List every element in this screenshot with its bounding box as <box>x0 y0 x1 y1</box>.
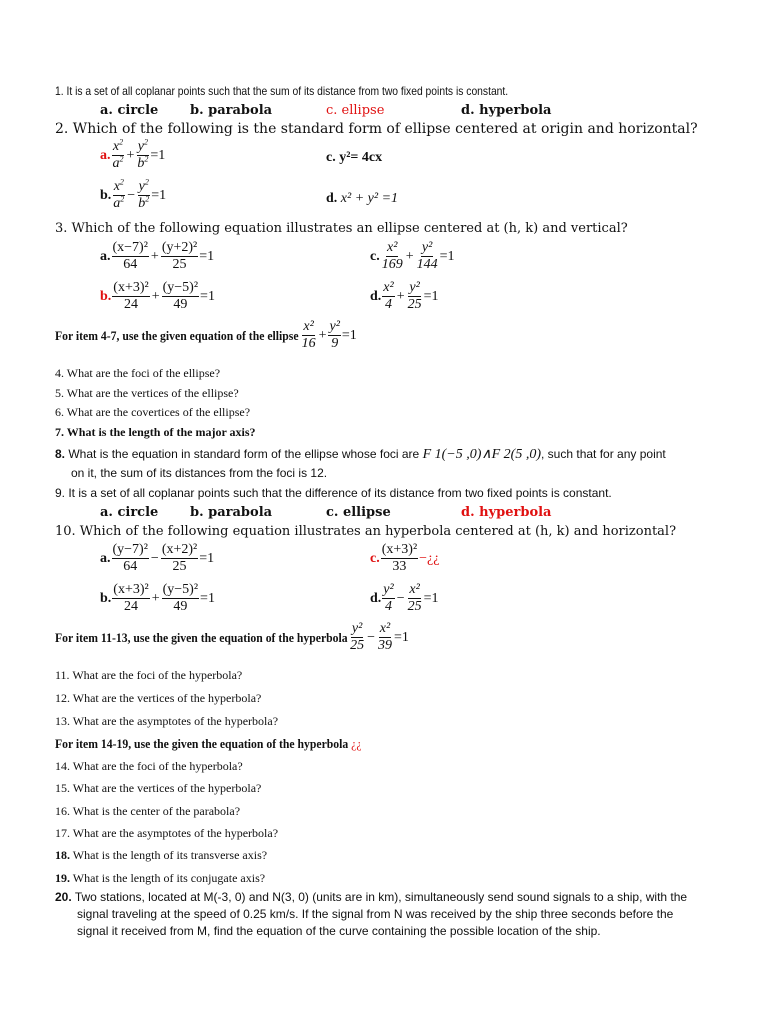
q3-a-rhs: =1 <box>199 248 215 264</box>
q3-b-den2: 49 <box>173 296 188 312</box>
q10-c-label: c. <box>370 550 380 566</box>
item-4-7-den1: 16 <box>301 335 316 351</box>
q3-option-b: b. $\frac{\text{(x+3)²}}{24}$ + $\frac{\text{(y−5)²}}{49}$ =1 <box>100 280 215 312</box>
q10-option-a: a. $\frac{\text{(y−7)²}}{64}$ − $\frac{\text{(x+2)²}}{25}$ =1 <box>100 542 215 574</box>
q2-a-rhs: =1 <box>150 147 166 163</box>
question-7: 7. What is the length of the major axis? <box>55 425 256 439</box>
question-15: 15. What are the vertices of the hyperbola? <box>55 781 262 795</box>
q2-b-label: b. <box>100 187 112 203</box>
q3-a-label: a. <box>100 248 111 264</box>
q3-c-den1: 169 <box>381 256 403 272</box>
item-4-7-den2: 9 <box>331 335 339 351</box>
question-6: 6. What are the covertices of the ellipse? <box>55 405 251 419</box>
q10-option-b: b. $\frac{\text{(x+3)²}}{24}$ + $\frac{\text{(y−5)²}}{49}$ =1 <box>100 582 215 614</box>
item-4-7-num2: y² <box>329 319 340 334</box>
q19-text: What is the length of its conjugate axis? <box>72 871 266 885</box>
q10-a-label: a. <box>100 550 111 566</box>
item-11-13-num2: x² <box>379 621 391 636</box>
item-11-13-rhs: =1 <box>394 629 409 645</box>
question-3: 3. Which of the following equation illustrates an ellipse centered at (h, k) and vertical? <box>55 221 628 236</box>
q2-option-b: b. $\frac{x^2}{a^2}$ − $\frac{y^2}{b^2}$ =1 <box>100 177 167 211</box>
q8-math: F 1(−5 ,0)∧F 2(5 ,0) <box>422 447 542 462</box>
question-18 <box>55 848 267 863</box>
q10-option-d: d. $\frac{\text{y²}}{4}$ − $\frac{\text{x²}}{25}$ =1 <box>370 582 439 614</box>
q3-option-d: d. $\frac{\text{x²}}{4}$ + $\frac{\text{y²}}{25}$ =1 <box>370 280 439 312</box>
q18-number: 18. <box>55 848 70 862</box>
q10-c-tail: −¿¿ <box>419 550 440 566</box>
q10-b-label: b. <box>100 590 112 606</box>
question-16: 16. What is the center of the parabola? <box>55 804 241 818</box>
q3-b-label: b. <box>100 288 112 304</box>
q3-a-den1: 64 <box>123 256 138 272</box>
question-11: 11. What are the foci of the hyperbola? <box>55 668 243 682</box>
q10-a-den2: 25 <box>172 558 187 574</box>
q20-number: 20. <box>55 890 72 904</box>
q3-a-num2: (y+2)² <box>161 240 198 255</box>
q9-option-d: d. hyperbola <box>461 505 552 520</box>
question-8 <box>55 446 666 463</box>
q10-option-c <box>370 543 439 574</box>
q3-c-rhs: =1 <box>439 248 455 264</box>
q2-d-label: d. <box>326 191 338 206</box>
q3-a-den2: 25 <box>172 256 187 272</box>
q20-text-1: Two stations, located at M(-3, 0) and N(3, 0) (units are in km), simultaneously send sound signals to a ship, with the <box>74 890 688 904</box>
q3-a-num1: (x−7)² <box>112 240 148 255</box>
q2-option-d <box>326 191 398 207</box>
item-4-7-num1: x² <box>303 319 314 334</box>
q10-d-label: d. <box>370 590 382 606</box>
question-10: 10. Which of the following equation illustrates an hyperbola centered at (h, k) and horizontal? <box>55 524 677 539</box>
q10-a-num1: (y−7)² <box>112 542 148 557</box>
q10-b-rhs: =1 <box>200 590 215 606</box>
question-13: 13. What are the asymptotes of the hyperbola? <box>55 714 279 728</box>
item-14-19-header <box>55 736 362 752</box>
question-20-line-2: signal traveling at the speed of 0.25 km/s. If the signal from N was received by the ship three seconds before the <box>77 907 674 921</box>
item-4-7-header: For item 4-7, use the given equation of the ellipse $\frac{\text{x²}}{16}$ + $\frac{\text{y²}}{9}$ =1 <box>55 319 357 351</box>
q3-b-num1: (x+3)² <box>113 280 149 295</box>
q3-c-num1: x² <box>387 240 398 255</box>
q10-c-num1: (x+3)² <box>381 542 418 557</box>
item-11-13-den2: 39 <box>378 637 393 653</box>
q2-c-label: c. <box>326 150 336 165</box>
q2-option-c <box>326 150 382 166</box>
q2-option-a: a. $\frac{x^2}{a^2}$ + $\frac{y^2}{b^2}$ =1 <box>100 137 166 171</box>
q2-b-rhs: =1 <box>151 187 167 203</box>
q3-option-a: a. $\frac{\text{(x−7)²}}{64}$ + $\frac{\text{(y+2)²}}{25}$ =1 <box>100 240 215 272</box>
q3-d-den1: 4 <box>385 296 392 312</box>
item-4-7-rhs: =1 <box>341 327 357 343</box>
q10-c-den1: 33 <box>392 558 407 574</box>
q3-d-label: d. <box>370 288 382 304</box>
q3-option-c: c. $\frac{\text{x²}}{169}$ + $\frac{\text{y²}}{144}$ =1 <box>370 240 455 272</box>
question-8-cont: on it, the sum of its distances from the foci is 12. <box>71 466 328 480</box>
q10-b-den1: 24 <box>124 598 138 614</box>
q10-d-rhs: =1 <box>423 590 439 606</box>
q3-d-num2: y² <box>409 280 420 295</box>
q8-number: 8. <box>55 447 66 461</box>
item-4-7-text: For item 4-7, use the given equation of the ellipse <box>55 327 299 343</box>
q10-a-num2: (x+2)² <box>161 542 198 557</box>
q10-b-num2: (y−5)² <box>162 582 199 597</box>
question-20 <box>55 890 687 904</box>
q3-c-num2: y² <box>421 240 433 255</box>
q10-b-den2: 49 <box>173 598 188 614</box>
item-11-13-header: For item 11-13, use the given the equation of the hyperbola $\frac{\text{y²}}{25}$ − $\frac{\text{x²}}{39}$ =1 <box>55 621 409 653</box>
q2-c-eq: y²= 4cx <box>339 150 383 165</box>
q19-number: 19. <box>55 871 70 885</box>
q3-d-num1: x² <box>383 280 394 295</box>
q8-text-1: What is the equation in standard form of the ellipse whose foci are <box>68 447 420 461</box>
q3-b-num2: (y−5)² <box>162 280 199 295</box>
q1-option-b: b. parabola <box>190 103 273 118</box>
q10-d-den2: 25 <box>407 598 422 614</box>
question-4: 4. What are the foci of the ellipse? <box>55 366 221 380</box>
question-19 <box>55 871 265 886</box>
q3-d-den2: 25 <box>407 296 422 312</box>
q3-d-rhs: =1 <box>423 288 439 304</box>
q3-c-label: c. <box>370 248 380 264</box>
q9-option-a: a. circle <box>100 505 159 520</box>
question-5: 5. What are the vertices of the ellipse? <box>55 386 239 400</box>
item-14-19-tail: ¿¿ <box>351 736 362 751</box>
q10-a-rhs: =1 <box>199 550 215 566</box>
item-11-13-num1: y² <box>351 621 363 636</box>
q10-d-den1: 4 <box>385 598 392 614</box>
q18-text: What is the length of its transverse axis? <box>72 848 268 862</box>
question-17: 17. What are the asymptotes of the hyperbola? <box>55 826 279 840</box>
q9-option-c: c. ellipse <box>326 505 391 520</box>
q9-option-b: b. parabola <box>190 505 273 520</box>
q2-d-eq: x² + y² =1 <box>340 191 399 206</box>
q1-option-d: d. hyperbola <box>461 103 552 118</box>
question-1: 1. It is a set of all coplanar points such that the sum of its distance from two fixed points is constant. <box>55 84 509 98</box>
question-20-line-3: signal it received from M, find the equation of the curve containing the possible location of the ship. <box>77 924 601 938</box>
q8-text-2: , such that for any point <box>541 447 666 461</box>
q3-b-rhs: =1 <box>200 288 215 304</box>
q10-b-num1: (x+3)² <box>113 582 149 597</box>
q10-d-num1: y² <box>383 582 394 597</box>
q1-option-c: c. ellipse <box>326 103 385 118</box>
question-2: 2. Which of the following is the standard form of ellipse centered at origin and horizontal? <box>55 121 698 137</box>
q2-a-label: a. <box>100 147 111 163</box>
q10-d-num2: x² <box>409 582 420 597</box>
q3-c-den2: 144 <box>416 256 438 272</box>
question-12: 12. What are the vertices of the hyperbola? <box>55 691 262 705</box>
q1-option-a: a. circle <box>100 103 159 118</box>
question-9: 9. It is a set of all coplanar points such that the difference of its distance from two fixed points is constant. <box>55 486 612 500</box>
item-11-13-den1: 25 <box>350 637 365 653</box>
q10-a-den1: 64 <box>123 558 138 574</box>
item-11-13-text: For item 11-13, use the given the equation of the hyperbola <box>55 629 348 645</box>
q3-b-den1: 24 <box>124 296 138 312</box>
item-14-19-text: For item 14-19, use the given the equation of the hyperbola <box>55 736 349 751</box>
question-14: 14. What are the foci of the hyperbola? <box>55 759 243 773</box>
